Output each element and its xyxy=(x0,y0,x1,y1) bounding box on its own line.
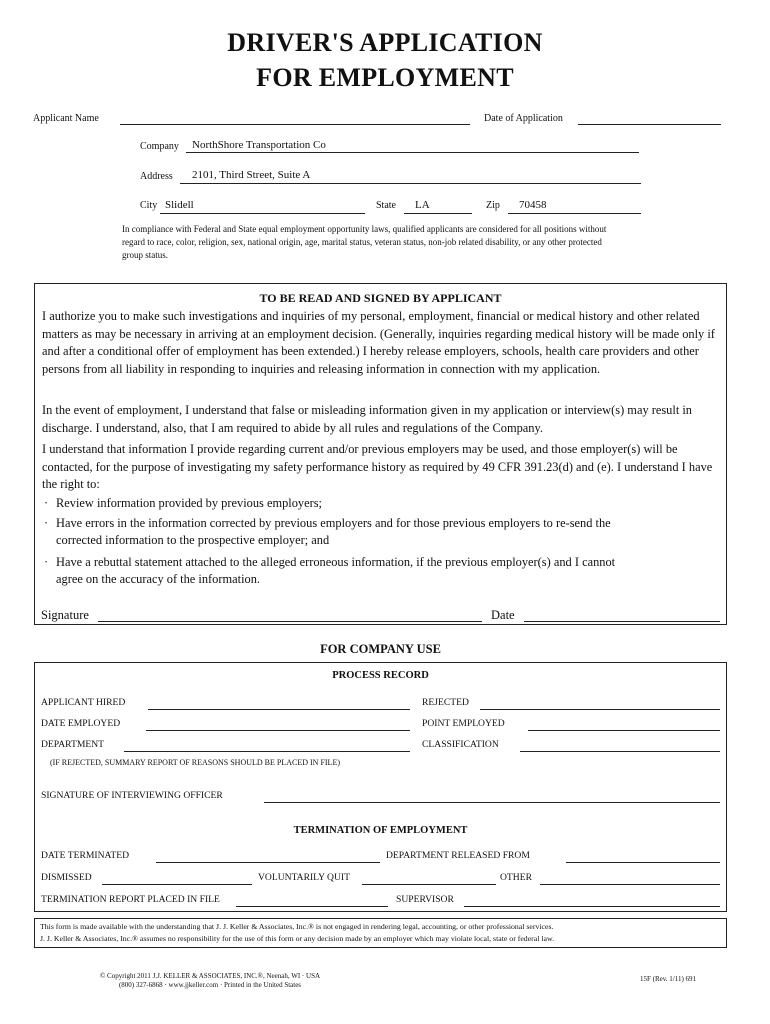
classification-label: CLASSIFICATION xyxy=(422,739,499,750)
city-value: Slidell xyxy=(165,199,194,211)
process-record-heading: PROCESS RECORD xyxy=(332,670,429,681)
rights-item-text: Have errors in the information corrected by previous employers and for those previous employers to re-send the corrected information to the prospective employer; and xyxy=(56,515,611,547)
state-field[interactable] xyxy=(404,213,472,214)
signature-date-label: Date xyxy=(491,608,515,622)
rights-item xyxy=(42,495,722,513)
copyright-notice xyxy=(60,972,360,990)
termination-heading: TERMINATION OF EMPLOYMENT xyxy=(293,825,468,836)
interviewing-officer-label: SIGNATURE OF INTERVIEWING OFFICER xyxy=(41,790,223,801)
signature-date-field[interactable] xyxy=(524,621,720,622)
rejected-field[interactable] xyxy=(480,709,720,710)
rights-item-text: Have a rebuttal statement attached to the alleged erroneous information, if the previous employer(s) and I cannot agree on the accuracy of the information. xyxy=(56,554,616,586)
company-label: Company xyxy=(140,141,179,152)
termination-report-label: TERMINATION REPORT PLACED IN FILE xyxy=(41,894,220,905)
zip-field[interactable] xyxy=(508,213,641,214)
state-value: LA xyxy=(415,199,430,211)
supervisor-field[interactable] xyxy=(464,906,720,907)
rights-item xyxy=(42,554,722,589)
department-released-label: DEPARTMENT RELEASED FROM xyxy=(386,850,530,861)
employment-terms-paragraph: In the event of employment, I understand that false or misleading information given in my application or interview(s) may result in discharge. I understand, also, that I am required to abide by all rules and regulations of the Company. xyxy=(42,403,692,435)
form-title-line1: DRIVER'S APPLICATION xyxy=(227,28,543,57)
date-of-application-label: Date of Application xyxy=(484,113,563,124)
date-terminated-field[interactable] xyxy=(156,862,380,863)
rights-list xyxy=(42,495,722,589)
signature-field[interactable] xyxy=(98,621,482,622)
dismissed-field[interactable] xyxy=(102,884,252,885)
bullet-glyph: · xyxy=(44,496,49,510)
date-employed-field[interactable] xyxy=(146,730,410,731)
point-employed-field[interactable] xyxy=(528,730,720,731)
rights-item xyxy=(42,515,722,550)
company-use-heading: FOR COMPANY USE xyxy=(320,642,441,656)
date-of-application-field[interactable] xyxy=(578,124,721,125)
state-label: State xyxy=(376,200,396,211)
disclaimer-line1: This form is made available with the understanding that J. J. Keller & Associates, Inc.® is not engaged in rendering legal, accounting, or other professional services. xyxy=(40,922,554,931)
other-label: OTHER xyxy=(500,872,532,883)
eeo-compliance-text: In compliance with Federal and State equal employment opportunity laws, qualified applicants are considered for all positions without regard to race, color, religion, sex, national origin, age, marital status, veteran status, non-job related disability, or any other protected group status. xyxy=(122,224,607,260)
department-field[interactable] xyxy=(124,751,410,752)
city-label: City xyxy=(140,200,158,211)
zip-label: Zip xyxy=(486,200,500,211)
applicant-section-heading: TO BE READ AND SIGNED BY APPLICANT xyxy=(259,291,502,305)
company-field[interactable] xyxy=(186,152,639,153)
applicant-hired-label: APPLICANT HIRED xyxy=(41,697,126,708)
bullet-glyph: · xyxy=(44,515,49,530)
company-value: NorthShore Transportation Co xyxy=(192,139,326,151)
classification-field[interactable] xyxy=(520,751,720,752)
voluntarily-quit-field[interactable] xyxy=(362,884,496,885)
copyright-line1: © Copyright 2011 J.J. KELLER & ASSOCIATES, INC.®, Neenah, WI · USA xyxy=(99,972,321,980)
copyright-line2: (800) 327-6868 · www.jjkeller.com · Printed in the United States xyxy=(118,981,302,989)
applicant-name-field[interactable] xyxy=(120,124,470,125)
disclaimer-line2: J. J. Keller & Associates, Inc.® assumes no responsibility for the use of this form or any decision made by an employer which may violate local, state or federal law. xyxy=(40,934,555,943)
form-title-line2: FOR EMPLOYMENT xyxy=(256,63,514,92)
rejected-note: (IF REJECTED, SUMMARY REPORT OF REASONS SHOULD BE PLACED IN FILE) xyxy=(50,758,340,767)
applicant-hired-field[interactable] xyxy=(148,709,410,710)
department-released-field[interactable] xyxy=(566,862,720,863)
address-label: Address xyxy=(140,171,173,182)
date-employed-label: DATE EMPLOYED xyxy=(41,718,121,729)
disclaimer-box xyxy=(34,918,727,948)
supervisor-label: SUPERVISOR xyxy=(396,894,454,905)
point-employed-label: POINT EMPLOYED xyxy=(422,718,505,729)
rejected-label: REJECTED xyxy=(422,697,469,708)
address-field[interactable] xyxy=(180,183,641,184)
signature-label: Signature xyxy=(41,608,89,622)
authorization-paragraph: I authorize you to make such investigations and inquiries of my personal, employment, financial or medical history and other related matters as may be necessary in arriving at an employment decision. (Generally, inquiries regarding medical history will be made only if and after a conditional offer of employment has been extended.) I hereby release employers, schools, health care providers and other persons from all liability in responding to inquiries and releasing information in connection with my application. xyxy=(42,309,715,376)
zip-value: 70458 xyxy=(519,199,547,211)
interviewing-officer-field[interactable] xyxy=(264,802,720,803)
termination-report-field[interactable] xyxy=(236,906,388,907)
bullet-glyph: · xyxy=(44,554,49,569)
form-number: 15F (Rev. 1/11) 691 xyxy=(640,975,697,983)
city-field[interactable] xyxy=(160,213,365,214)
address-value: 2101, Third Street, Suite A xyxy=(192,169,311,181)
dismissed-label: DISMISSED xyxy=(41,872,92,883)
rights-item-text: Review information provided by previous employers; xyxy=(56,496,322,510)
voluntarily-quit-label: VOLUNTARILY QUIT xyxy=(258,872,350,883)
department-label: DEPARTMENT xyxy=(41,739,105,750)
date-terminated-label: DATE TERMINATED xyxy=(41,850,130,861)
company-use-section xyxy=(34,662,727,912)
previous-employers-paragraph: I understand that information I provide regarding current and/or previous employers may be used, and those employer(s) will be contacted, for the purpose of investigating my safety performance history as required by 49 CFR 391.23(d) and (e). I understand I have the right to: xyxy=(42,442,713,491)
applicant-name-label: Applicant Name xyxy=(33,113,99,124)
other-field[interactable] xyxy=(540,884,720,885)
